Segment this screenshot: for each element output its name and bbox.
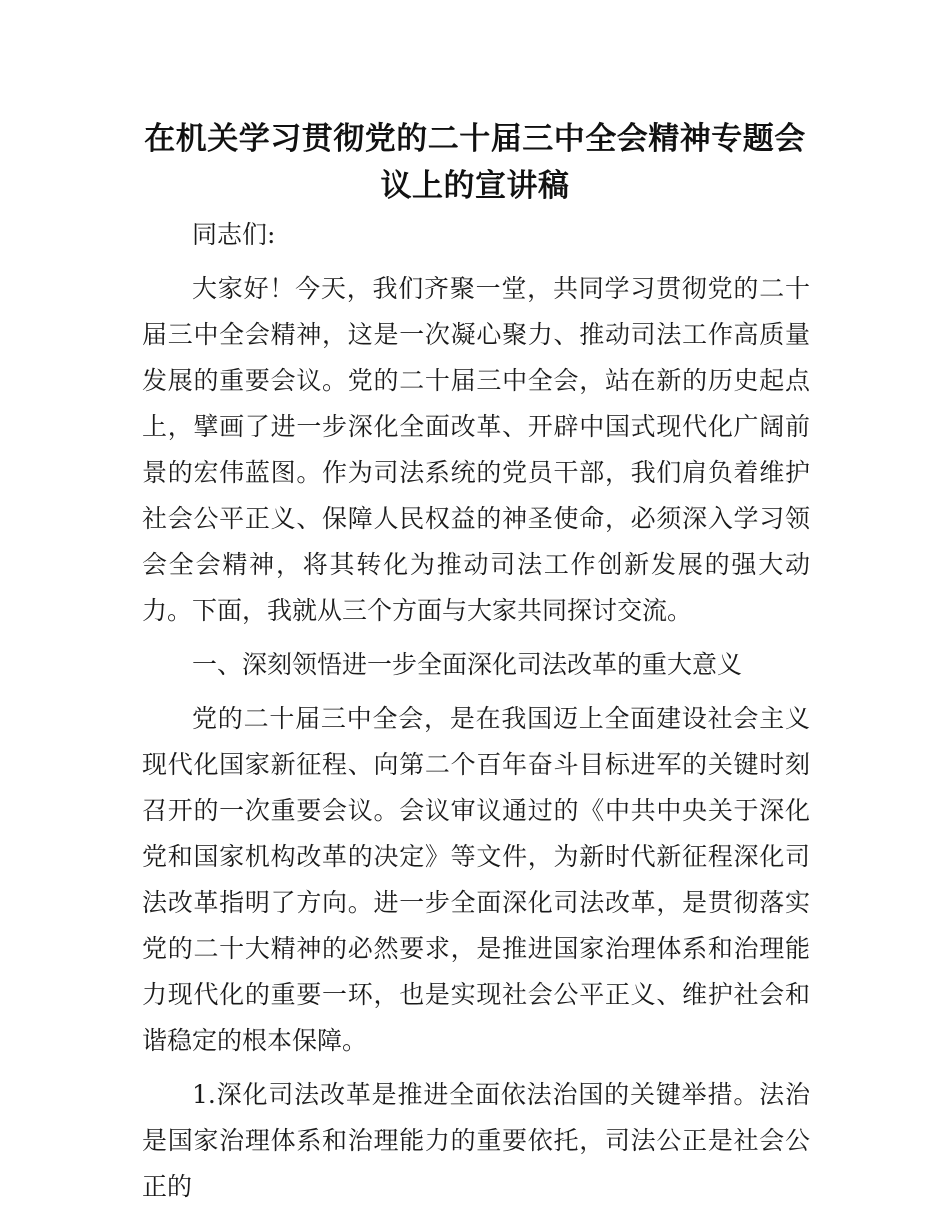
document-title: 在机关学习贯彻党的二十届三中全会精神专题会议上的宣讲稿 <box>144 121 806 204</box>
document-body <box>142 212 810 1218</box>
paragraph-intro: 大家好！今天，我们齐聚一堂，共同学习贯彻党的二十届三中全会精神，这是一次凝心聚力、推动司法工作高质量发展的重要会议。党的二十届三中全会，站在新的历史起点上，擘画了进一步深化全面改革、开辟中国式现代化广阔前景的宏伟蓝图。作为司法系统的党员干部，我们肩负着维护社会公平正义、保障人民权益的神圣使命，必须深入学习领会全会精神，将其转化为推动司法工作创新发展的强大动力。下面，我就从三个方面与大家共同探讨交流。 <box>142 274 810 625</box>
paragraph-point-1: 1.深化司法改革是推进全面依法治国的关键举措。法治是国家治理体系和治理能力的重要依托，司法公正是社会公正的 <box>142 1080 810 1201</box>
section-heading-1: 一、深刻领悟进一步全面深化司法改革的重大意义 <box>192 650 743 679</box>
greeting: 同志们: <box>192 220 276 249</box>
paragraph-significance: 党的二十届三中全会，是在我国迈上全面建设社会主义现代化国家新征程、向第二个百年奋斗目标进军的关键时刻召开的一次重要会议。会议审议通过的《中共中央关于深化党和国家机构改革的决定》等文件，为新时代新征程深化司法改革指明了方向。进一步全面深化司法改革，是贯彻落实党的二十大精神的必然要求，是推进国家治理体系和治理能力现代化的重要一环，也是实现社会公平正义、维护社会和谐稳定的根本保障。 <box>142 704 810 1055</box>
